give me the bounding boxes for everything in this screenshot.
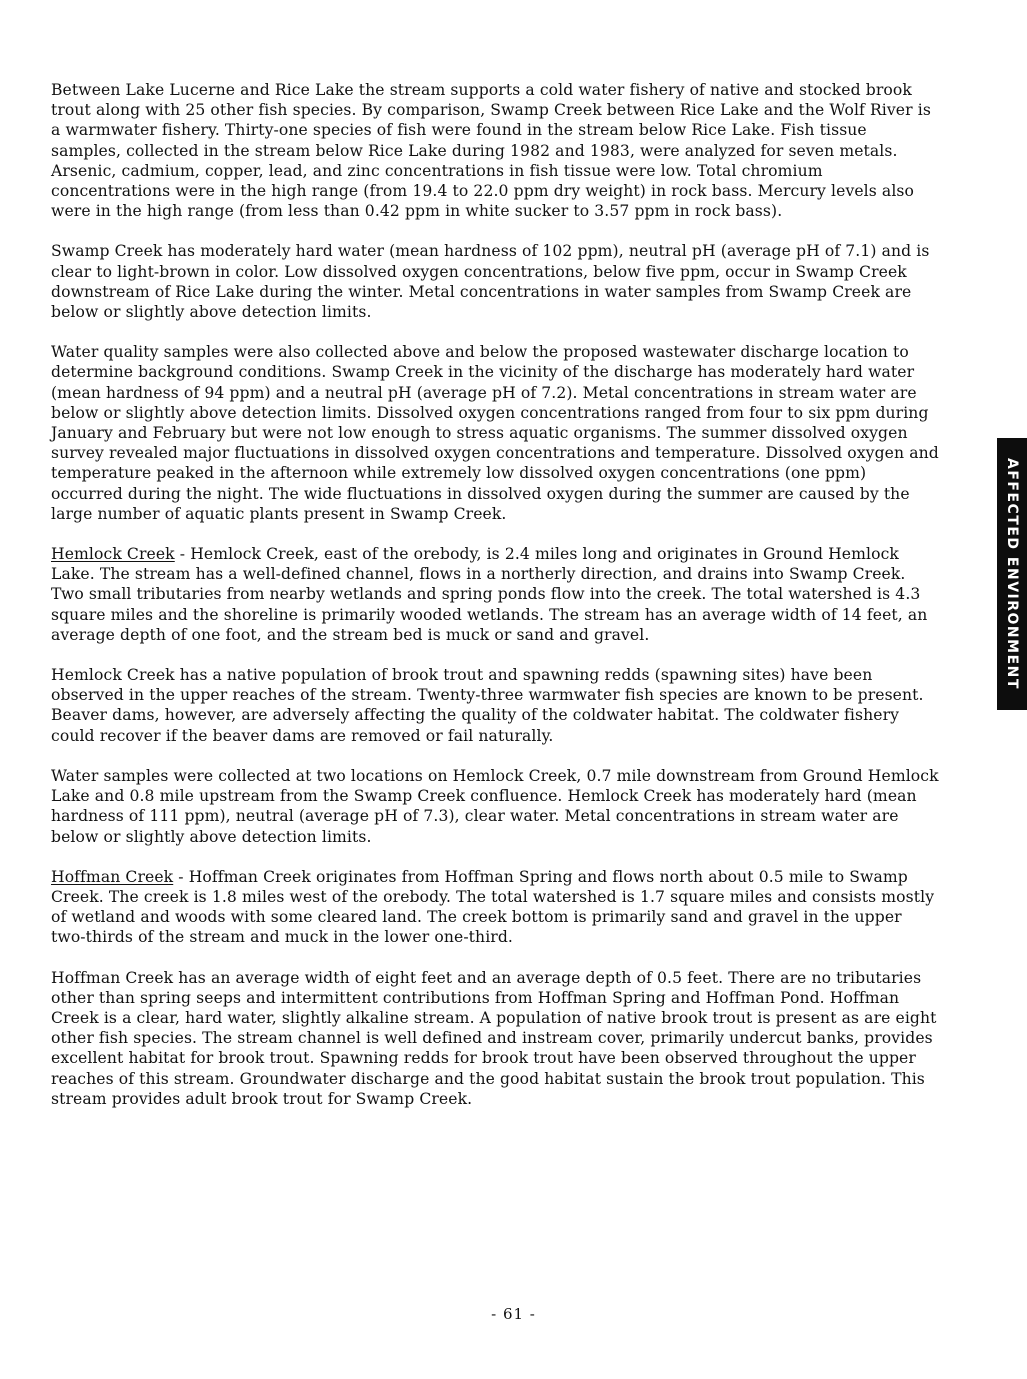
paragraph-hemlock-water-samples: Water samples were collected at two locations on Hemlock Creek, 0.7 mile downstream from Ground Hemlock Lake and 0.8 mile upstream from the Swamp Creek confluence. Hemlock Creek has moderately hard (mean hardness of 111 ppm), neutral (average pH of 7.3), clear water. Metal concentrations in stream water are below or slightly above detection limits. bbox=[51, 766, 939, 846]
paragraph-swamp-creek-water: Swamp Creek has moderately hard water (mean hardness of 102 ppm), neutral pH (average pH of 7.1) and is clear to light-brown in color. Low dissolved oxygen concentrations, below five ppm, occur in Swamp Creek downstream of Rice Lake during the winter. Metal concentrations in water samples from Swamp Creek are below or slightly above detection limits. bbox=[51, 242, 930, 322]
page-number: - 61 - bbox=[491, 1305, 536, 1323]
paragraph-hemlock-fishery: Hemlock Creek has a native population of brook trout and spawning redds (spawning sites) have been observed in the upper reaches of the stream. Twenty-three warmwater fish species are known to be present. Beaver dams, however, are adversely affecting the quality of the coldwater habitat. The coldwater fishery could recover if the beaver dams are removed or fail naturally. bbox=[51, 666, 924, 745]
paragraph-hoffman-habitat: Hoffman Creek has an average width of eight feet and an average depth of 0.5 feet. There are no tributaries other than spring seeps and intermittent contributions from Hoffman Spring and Hoffman Pond. Hoffman Creek is a clear, hard water, slightly alkaline stream. A population of native brook trout is present as are eight other fish species. The stream channel is well defined and instream cover, primarily undercut banks, provides excellent habitat for brook trout. Spawning redds for brook trout have been observed throughout the upper reaches of this stream. Groundwater discharge and the good habitat sustain the brook trout population. This stream provides adult brook trout for Swamp Creek. bbox=[51, 968, 937, 1108]
paragraph-hemlock-creek bbox=[51, 544, 941, 645]
page-body bbox=[51, 80, 941, 1129]
side-tab-label: AFFECTED ENVIRONMENT bbox=[1004, 458, 1020, 690]
hemlock-creek-text: - Hemlock Creek, east of the orebody, is 2.4 miles long and originates in Ground Hemlock Lake. The stream has a well-defined channel, flows in a northerly direction, and drains into Swamp Creek. Two small tributaries from nearby wetlands and spring ponds flow into the creek. The total watershed is 4.3 square miles and the shoreline is primarily wooded wetlands. The stream has an average width of 14 feet, an average depth of one foot, and the stream bed is muck or sand and gravel. bbox=[51, 545, 928, 644]
paragraph-rice-lake-fishery: Between Lake Lucerne and Rice Lake the stream supports a cold water fishery of native and stocked brook trout along with 25 other fish species. By comparison, Swamp Creek between Rice Lake and the Wolf River is a warmwater fishery. Thirty-one species of fish were found in the stream below Rice Lake. Fish tissue samples, collected in the stream below Rice Lake during 1982 and 1983, were analyzed for seven metals. Arsenic, cadmium, copper, lead, and zinc concentrations in fish tissue were low. Total chromium concentrations were in the high range (from 19.4 to 22.0 ppm dry weight) in rock bass. Mercury levels also were in the high range (from less than 0.42 ppm in white sucker to 3.57 ppm in rock bass). bbox=[51, 81, 931, 221]
hoffman-creek-text: - Hoffman Creek originates from Hoffman Spring and flows north about 0.5 mile to Swamp Creek. The creek is 1.8 miles west of the orebody. The total watershed is 1.7 square miles and consists mostly of wetland and woods with some cleared land. The creek bottom is primarily sand and gravel in the upper two-thirds of the stream and muck in the lower one-third. bbox=[51, 867, 935, 947]
paragraph-discharge-water-quality: Water quality samples were also collected above and below the proposed wastewater discharge location to determine background conditions. Swamp Creek in the vicinity of the discharge has moderately hard water (mean hardness of 94 ppm) and a neutral pH (average pH of 7.2). Metal concentrations in stream water are below or slightly above detection limits. Dissolved oxygen concentrations ranged from four to six ppm during January and February but were not low enough to stress aquatic organisms. The summer dissolved oxygen survey revealed major fluctuations in dissolved oxygen concentrations and temperature. Dissolved oxygen and temperature peaked in the afternoon while extremely low dissolved oxygen concentrations (one ppm) occurred during the night. The wide fluctuations in dissolved oxygen during the summer are caused by the large number of aquatic plants present in Swamp Creek. bbox=[51, 343, 939, 523]
hoffman-creek-heading: Hoffman Creek bbox=[51, 867, 174, 886]
section-side-tab bbox=[997, 438, 1027, 710]
hemlock-creek-heading: Hemlock Creek bbox=[51, 545, 175, 564]
paragraph-hoffman-creek bbox=[51, 867, 941, 948]
